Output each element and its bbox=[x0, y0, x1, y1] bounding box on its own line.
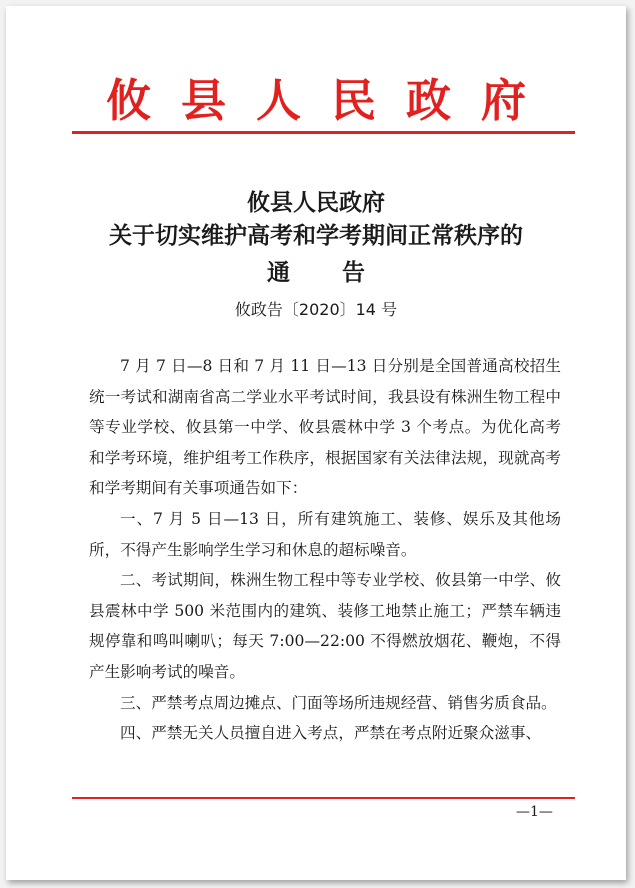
page-number: —1— bbox=[516, 804, 553, 820]
paragraph-item-1: 一、7 月 5 日—13 日，所有建筑施工、装修、娱乐及其他场所，不得产生影响学生学习和休息的超标噪音。 bbox=[89, 509, 561, 559]
body-text bbox=[89, 351, 561, 749]
masthead: 攸县人民政府 bbox=[105, 74, 556, 127]
title-line-2: 关于切实维护高考和学考期间正常秩序的 bbox=[109, 222, 523, 249]
title-line-1: 攸县人民政府 bbox=[247, 189, 385, 216]
document-number: 攸政告〔2020〕14 号 bbox=[234, 300, 398, 319]
document-page bbox=[6, 6, 626, 880]
paragraph-intro: 7 月 7 日—8 日和 7 月 11 日—13 日分别是全国普通高校招生统一考试和湖南省高二学业水平考试时间，我县设有株洲生物工程中等专业学校、攸县第一中学、攸县震林中学 3 个考点。为优化高考和学考环境，维护组考工作秩序，根据国家有关法律法规，现就高考和学考期间有关事项通告如下： bbox=[89, 357, 561, 498]
paragraph-item-3: 三、严禁考点周边摊点、门面等场所违规经营、销售劣质食品。 bbox=[120, 693, 557, 712]
paragraph-item-4: 四、严禁无关人员擅自进入考点，严禁在考点附近聚众滋事、 bbox=[120, 724, 542, 743]
footer-red-rule bbox=[72, 797, 575, 799]
paragraph-item-2: 二、考试期间，株洲生物工程中等专业学校、攸县第一中学、攸县震林中学 500 米范围内的建筑、装修工地禁止施工；严禁车辆违规停靠和鸣叫喇叭；每天 7:00—22:00 不得燃放烟花、鞭炮，不得产生影响考试的噪音。 bbox=[89, 571, 561, 681]
masthead-red-rule bbox=[72, 131, 575, 134]
title-line-3: 通 告 bbox=[266, 259, 387, 286]
